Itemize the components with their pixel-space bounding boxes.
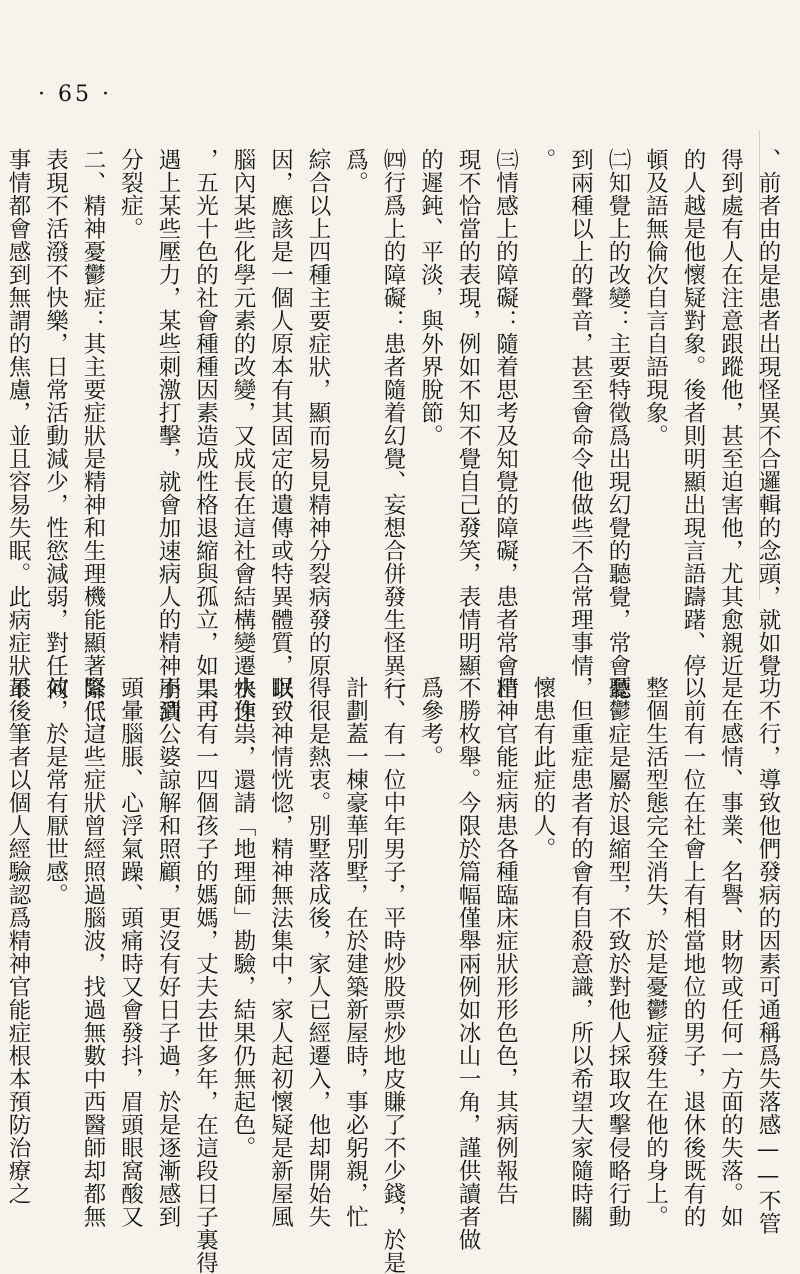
text-line: 腦內某些化學元素的改變，又成長在這社會結構變遷快速: [230, 148, 256, 723]
text-line: 最後筆者以個人經驗認爲精神官能症根本預防治療之: [5, 676, 31, 1205]
text-line: 效，於是常有厭世感。: [42, 676, 69, 906]
text-line: 二、精神憂鬱症：其主要症狀是精神和生理機能顯著降低，: [80, 148, 106, 746]
text-line: 懷患有此症的人。: [530, 676, 556, 860]
text-line: 計劃蓋一棟豪華別墅，在於建築新屋時，事必躬親，忙: [342, 676, 369, 1228]
text-line: 得到處有人在注意跟蹤他，甚至迫害他，尤其愈親近: [717, 148, 744, 677]
text-line: 眠，神情恍惚，精神無法集中，家人起初懷疑是新屋風: [267, 676, 294, 1228]
text-line: 事情都會感到無謂的焦慮，並且容易失眠。此病症狀不: [5, 148, 31, 700]
text-line: 因，應該是一個人原本有其固定的遺傳或特異體質，以致: [267, 148, 294, 723]
text-line: 分裂症。: [117, 148, 144, 240]
text-line: 頭暈腦脹、心浮氣躁、頭痛時又會發抖，眉頭眼窩酸又: [117, 676, 144, 1228]
text-line: 頓及語無倫次自言自語現象。: [642, 148, 669, 447]
text-line: 爲。: [342, 148, 369, 194]
text-line: 不勝枚舉。今限於篇幅僅舉兩例如冰山一角，謹供讀者做: [455, 676, 481, 1251]
text-line: 一、有一位中年男子，平時炒股票炒地皮賺了不少錢，於是: [380, 676, 406, 1274]
text-line: ，五光十色的社會種種因素造成性格退縮與孤立，如果再: [192, 148, 219, 723]
text-line: ㈣行爲上的障礙：患者隨着幻覺、妄想合併發生怪異行: [380, 148, 406, 700]
text-line: 功不行，導致他們發病的因素可通稱爲失落感——不管: [755, 676, 781, 1235]
text-line: 緊，這些症狀曾經照過腦波，找過無數中西醫師却都無: [80, 676, 106, 1228]
lower-text-block: [5, 676, 786, 1274]
text-line: 以前有一位在社會上有相當地位的男子，退休後既有的: [680, 676, 706, 1228]
text-line: 是在感情、事業、名譽、財物或任何一方面的失落。如: [717, 676, 744, 1228]
text-line: ㈡知覺上的改變：主要特徵爲出現幻覺的聽覺，常會聽: [605, 148, 631, 700]
text-line: ㈢情感上的障礙：隨着思考及知覺的障礙，患者常會出: [492, 148, 519, 700]
text-line: ，但重症患者有的會有自殺意識，所以希望大家隨時關: [567, 676, 594, 1228]
text-line: 遇上某些壓力，某些刺激打擊，就會加速病人的精神崩潰: [155, 148, 181, 723]
text-line: 的人越是他懷疑對象。後者則明顯出現言語躊躇、停: [680, 148, 706, 677]
text-line: 到兩種以上的聲音，甚至會命令他做些不合常理事情: [567, 148, 594, 677]
text-line: 得很是熱衷。別墅落成後，家人已經遷入，他却開始失: [305, 676, 331, 1228]
text-line: 表現不活潑不快樂，日常活動減少，性慾減弱，對任何: [42, 148, 69, 700]
text-line: 不到公婆諒解和照顧，更沒有好日子過，於是逐漸感到: [155, 676, 181, 1228]
text-line: 二、有一四個孩子的媽媽，丈夫去世多年，在這段日子裏得: [192, 676, 219, 1274]
text-line: 的遲鈍、平淡，與外界脫節。: [417, 148, 444, 447]
text-line: 綜合以上四種主要症狀，顯而易見精神分裂病發的原: [305, 148, 331, 677]
text-line: 整個生活型態完全消失，於是憂鬱症發生在他的身上。: [642, 676, 669, 1228]
text-line: 、前者由的是患者出現怪異不合邏輯的念頭，就如覺: [755, 148, 781, 677]
section-divider: [20, 664, 780, 665]
text-line: 爲參考。: [417, 676, 444, 768]
page-number: · 65 ·: [38, 82, 112, 107]
text-line: 水作祟，還請「地理師」勘驗，結果仍無起色。: [230, 676, 256, 1159]
text-line: 精神官能症病患各種臨床症狀形形色色，其病例報告: [492, 676, 519, 1205]
text-line: 。: [530, 148, 556, 171]
text-line: 現不恰當的表現，例如不知不覺自己發笑，表情明顯: [455, 148, 481, 677]
text-line: 憂鬱症是屬於退縮型，不致於對他人採取攻擊侵略行動: [605, 676, 631, 1228]
